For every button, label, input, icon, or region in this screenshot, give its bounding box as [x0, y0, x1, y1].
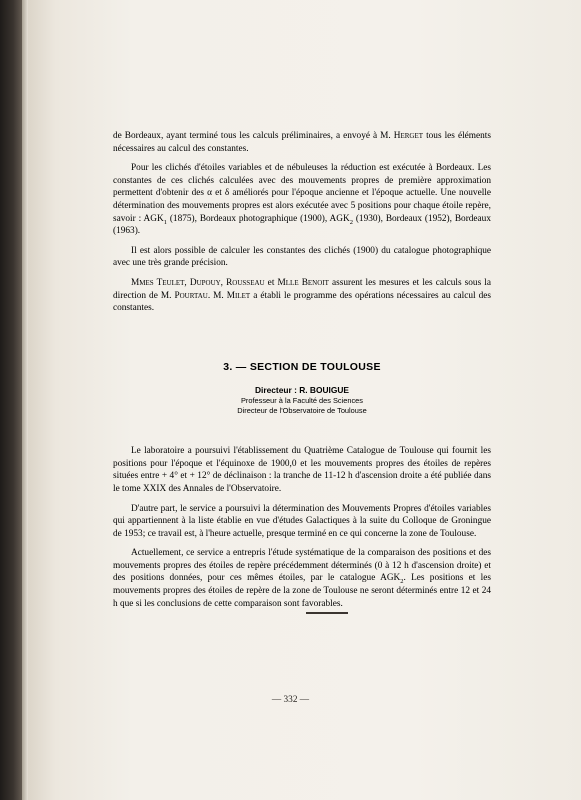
paragraph-5: Le laboratoire a poursuivi l'établissement du Quatrième Catalogue de Toulouse qui fournit les positions pour l'époque et l'équinoxe de 1900,0 et les mouvements propres des étoiles de repères situées entre + 4° et + 12° de déclinaison : la tranche de 11-12 h d'ascension droite a été publiée dans le tome XXIX des Annales de l'Observatoire. [113, 446, 491, 494]
paragraph-6: D'autre part, le service a poursuivi la détermination des Mouvements Propres d'étoiles variables qui appartiennent à la liste établie en vue d'études Galactiques à la suite du Colloque de Groningue de 1953; ce travail est, à l'heure actuelle, presque terminé en ce qui concerne la zone de Toulouse. [113, 503, 491, 539]
name-herget: Herget [393, 131, 424, 141]
paragraph-4: Mmes Teulet, Dupouy, Rousseau et Mlle Benoit assurent les mesures et les calculs sous la direction de M. Pourtau. M. Milet a établi le programme des opérations nécessaires au calcul des constantes. [113, 277, 491, 314]
affiliation-line-1: Professeur à la Faculté des Sciences [240, 396, 363, 406]
book-spine [0, 0, 24, 800]
director-line: Directeur : R. BOUIGUE [254, 385, 349, 396]
page-number: — 332 — [271, 695, 310, 705]
paragraph-1: de Bordeaux, ayant terminé tous les calculs préliminaires, a envoyé à M. Herget tous les éléments nécessaires au calcul des constantes. [113, 131, 491, 154]
paragraph-2: Pour les clichés d'étoiles variables et de nébuleuses la réduction est exécutée à Bordeaux. Les constantes de ces clichés calculées avec des mouvements propres de première approximation permettent d'obtenir des α et δ améliorés pour l'époque ancienne et l'époque actuelle. Une nouvelle détermination des mouvements propres est alors exécutée avec 5 positions pour chaque étoile repère, savoir : $AGK_1$ (1875), Bordeaux photographique (1900), $AGK_2$ (1930), Bordeaux (1952), Bordeaux (1963). [113, 163, 491, 237]
paragraph-3: Il est alors possible de calculer les constantes des clichés (1900) du catalogue photographique avec une très grande précision. [113, 245, 491, 269]
page-text [113, 130, 491, 610]
paragraph-7: Actuellement, ce service a entrepris l'étude systématique de la comparaison des positions et des mouvements propres des étoiles de repère précédemment déterminés (0 à 12 h d'ascension droite) et des positions données, pour ces mêmes étoiles, par le catalogue $AGK_2$. Les positions et les mouvements propres des étoiles de repère de la zone de Toulouse ne seront déterminés entre 12 et 24 h que si les conclusions de cette comparaison sont favorables. [113, 548, 491, 609]
section-end-rule [306, 612, 348, 614]
affiliation-line-2: Directeur de l'Observatoire de Toulouse [237, 405, 367, 415]
page-gutter-shadow [22, 0, 28, 800]
section-title: 3. — SECTION DE TOULOUSE [223, 360, 381, 373]
